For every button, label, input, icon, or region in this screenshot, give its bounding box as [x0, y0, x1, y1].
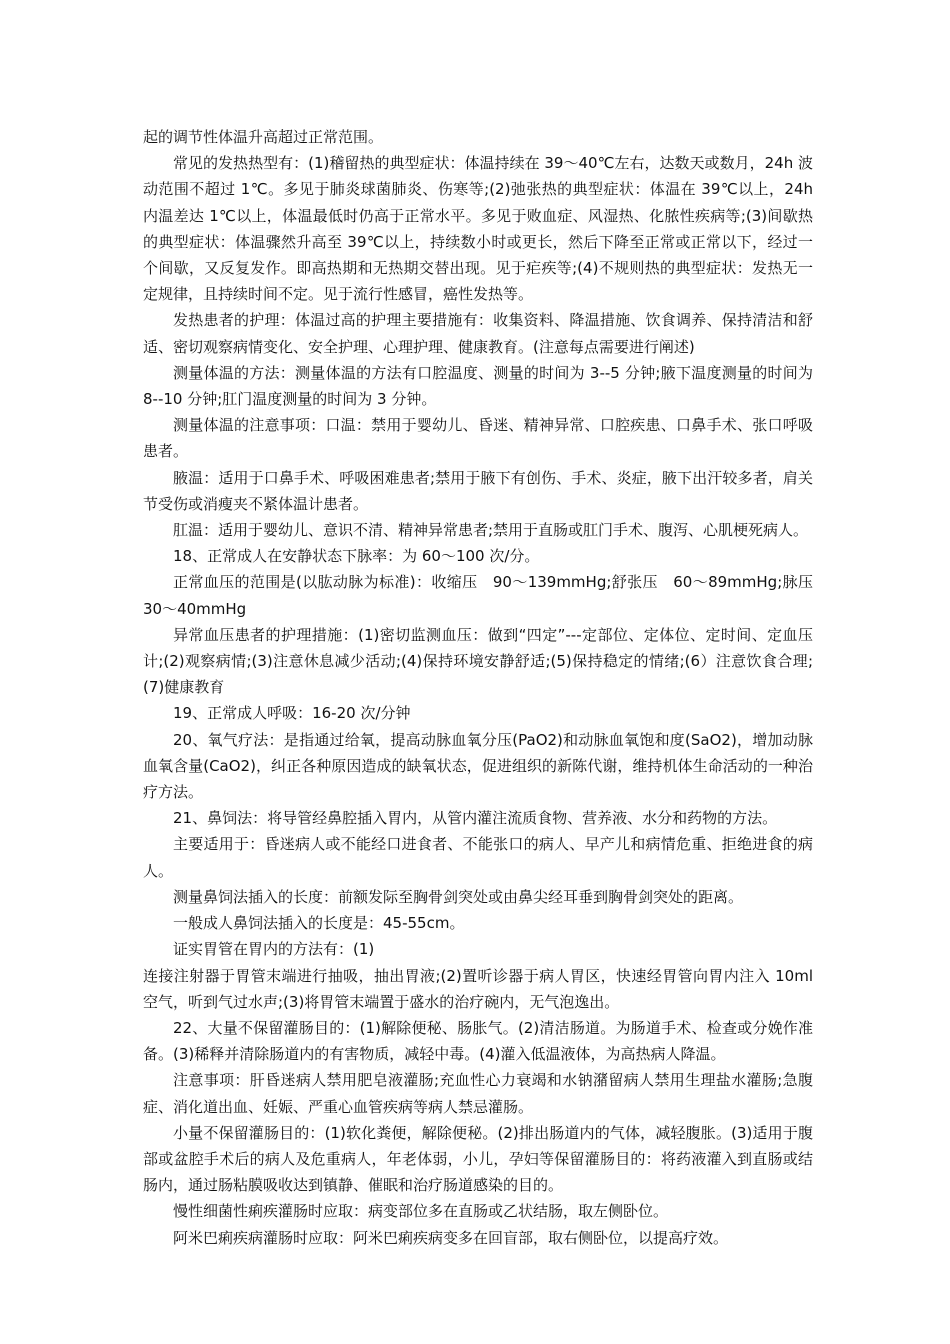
paragraph-verify-tube: 证实胃管在胃内的方法有：(1)	[173, 940, 375, 959]
paragraph-bp-care: 异常血压患者的护理措施：(1)密切监测血压：做到“四定”---定部位、定体位、定时间、定血压计;(2)观察病情;(3)注意休息减少活动;(4)保持环境安静舒适;(5)保持稳定的情绪;(6）注意饮食合理;(7)健康教育	[143, 625, 813, 697]
paragraph-blood-pressure: 正常血压的范围是(以肱动脉为标准)：收缩压 90～139mmHg;舒张压 60～89mmHg;脉压 30～40mmHg	[143, 573, 813, 618]
paragraph-adult-length: 一般成人鼻饲法插入的长度是：45-55cm。	[173, 914, 465, 933]
paragraph-amoebic-dysentery: 阿米巴痢疾病灌肠时应取：阿米巴痢疾病变多在回盲部，取右侧卧位，以提高疗效。	[173, 1228, 729, 1247]
paragraph-tube-length: 测量鼻饲法插入的长度：前额发际至胸骨剑突处或由鼻尖经耳垂到胸骨剑突处的距离。	[173, 887, 744, 906]
paragraph-fever-care: 发热患者的护理：体温过高的护理主要措施有：收集资料、降温措施、饮食调养、保持清洁和舒适、密切观察病情变化、安全护理、心理护理、健康教育。(注意每点需要进行阐述)	[143, 311, 813, 356]
paragraph-nasal-feeding: 21、鼻饲法：将导管经鼻腔插入胃内，从管内灌注流质食物、营养液、水分和药物的方法。	[173, 809, 778, 828]
paragraph-fever-types: 常见的发热热型有：(1)稽留热的典型症状：体温持续在 39～40℃左右，达数天或数月，24h 波动范围不超过 1℃。多见于肺炎球菌肺炎、伤寒等;(2)弛张热的典型症状：体温在 39℃以上，24h 内温差达 1℃以上，体温最低时仍高于正常水平。多见于败血症、风湿热、化脓性疾病等;(3)间歇热的典型症状：体温骤然升高至 39℃以上，持续数小时或更长，然后下降至正常或正常以下，经过一个间歇，又反复发作。即高热期和无热期交替出现。见于疟疾等;(4)不规则热的典型症状：发热无一定规律，且持续时间不定。见于流行性感冒，癌性发热等。	[143, 154, 813, 304]
paragraph-oxygen-therapy: 20、氧气疗法：是指通过给氧，提高动脉血氧分压(PaO2)和动脉血氧饱和度(SaO2)，增加动脉血氧含量(CaO2)，纠正各种原因造成的缺氧状态，促进组织的新陈代谢，维持机体生命活动的一种治疗方法。	[143, 730, 813, 802]
paragraph-bacillary-dysentery: 慢性细菌性痢疾灌肠时应取：病变部位多在直肠或乙状结肠，取左侧卧位。	[173, 1202, 669, 1221]
paragraph-small-enema: 小量不保留灌肠目的：(1)软化粪便，解除便秘。(2)排出肠道内的气体，减轻腹胀。(3)适用于腹部或盆腔手术后的病人及危重病人，年老体弱，小儿，孕妇等保留灌肠目的：将药液灌入到直肠或结肠内，通过肠粘膜吸收达到镇静、催眠和治疗肠道感染的目的。	[143, 1123, 813, 1195]
paragraph-verify-methods: 连接注射器于胃管末端进行抽吸，抽出胃液;(2)置听诊器于病人胃区，快速经胃管向胃内注入 10ml 空气，听到气过水声;(3)将胃管末端置于盛水的治疗碗内，无气泡逸出。	[143, 966, 813, 1011]
paragraph-rectal-temp: 肛温：适用于婴幼儿、意识不清、精神异常患者;禁用于直肠或肛门手术、腹泻、心肌梗死病人。	[173, 521, 809, 540]
paragraph-large-enema: 22、大量不保留灌肠目的：(1)解除便秘、肠胀气。(2)清洁肠道。为肠道手术、检查或分娩作准备。(3)稀释并清除肠道内的有害物质，减轻中毒。(4)灌入低温液体，为高热病人降温。	[143, 1018, 813, 1064]
paragraph-temp-method: 测量体温的方法：测量体温的方法有口腔温度、测量的时间为 3--5 分钟;腋下温度测量的时间为 8--10 分钟;肛门温度测量的时间为 3 分钟。	[143, 363, 813, 409]
paragraph-indications: 主要适用于：昏迷病人或不能经口进食者、不能张口的病人、早产儿和病情危重、拒绝进食的病人。	[143, 835, 813, 880]
paragraph-1: 起的调节性体温升高超过正常范围。	[143, 128, 384, 146]
paragraph-pulse: 18、正常成人在安静状态下脉率：为 60～100 次/分。	[173, 547, 540, 566]
paragraph-axillary-temp: 腋温：适用于口鼻手术、呼吸困难患者;禁用于腋下有创伤、手术、炎症，腋下出汗较多者，肩关节受伤或消瘦夹不紧体温计患者。	[143, 468, 813, 513]
paragraph-enema-notes: 注意事项：肝昏迷病人禁用肥皂液灌肠;充血性心力衰竭和水钠潴留病人禁用生理盐水灌肠;急腹症、消化道出血、妊娠、严重心血管疾病等病人禁忌灌肠。	[143, 1071, 813, 1116]
document-body	[143, 124, 813, 1251]
paragraph-respiration: 19、正常成人呼吸：16-20 次/分钟	[173, 704, 411, 723]
paragraph-oral-temp: 测量体温的注意事项：口温：禁用于婴幼儿、昏迷、精神异常、口腔疾患、口鼻手术、张口呼吸患者。	[143, 416, 813, 461]
